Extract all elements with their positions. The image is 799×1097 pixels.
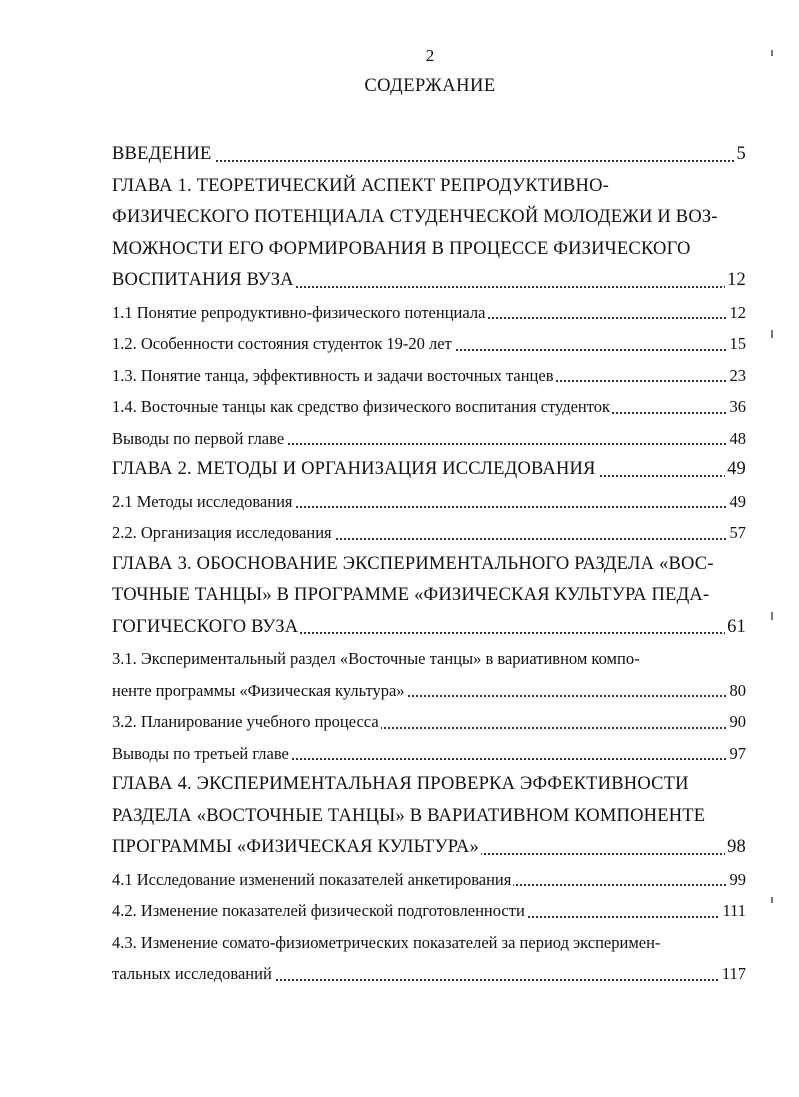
- toc-page-number: 15: [728, 328, 747, 360]
- toc-entry-text: 3.2. Планирование учебного процесса: [112, 712, 379, 731]
- toc-entry-text: ГОГИЧЕСКОГО ВУЗА: [112, 616, 299, 637]
- toc-page-number: 12: [725, 265, 746, 297]
- toc-page-number: 48: [728, 423, 747, 455]
- toc-entry: [112, 832, 746, 864]
- toc-entry-text: 4.3. Изменение сомато-физиометрических показателей за период эксперимен-: [112, 932, 661, 952]
- toc-entry: [112, 517, 746, 549]
- toc-page-number: 36: [728, 391, 747, 423]
- toc-entry-line: [112, 580, 746, 612]
- toc-page-number: 90: [728, 706, 747, 738]
- toc-entry-text: 2.1 Методы исследования: [112, 491, 293, 511]
- toc-entry: [112, 486, 746, 518]
- toc-page-number: 49: [728, 486, 747, 518]
- toc-entry-text: тальных исследований: [112, 964, 272, 983]
- toc-entry: [112, 675, 746, 707]
- toc-entry: [112, 706, 746, 738]
- scan-mark: [771, 50, 773, 56]
- scan-mark: [771, 897, 773, 903]
- scan-mark: [771, 330, 773, 338]
- toc-entry-line: [112, 171, 746, 203]
- toc-entry-text: 3.1. Экспериментальный раздел «Восточные танцы» в вариативном компо-: [112, 649, 640, 668]
- toc-entry: [112, 454, 746, 486]
- toc-page-number: 111: [720, 895, 746, 927]
- toc-entry-text: ГЛАВА 4. ЭКСПЕРИМЕНТАЛЬНАЯ ПРОВЕРКА ЭФФЕКТИВНОСТИ: [112, 774, 689, 794]
- toc-entry-line: [112, 202, 746, 234]
- toc-entry-text: 1.4. Восточные танцы как средство физического воспитания студенток: [112, 397, 610, 416]
- toc-entry-text: ГЛАВА 3. ОБОСНОВАНИЕ ЭКСПЕРИМЕНТАЛЬНОГО РАЗДЕЛА «ВОС-: [112, 553, 714, 574]
- toc-entry-text: Выводы по третьей главе: [112, 743, 289, 763]
- toc-entry: [112, 958, 746, 990]
- toc-entry-line: [112, 769, 746, 801]
- toc-entry-text: 4.2. Изменение показателей физической подготовленности: [112, 901, 525, 920]
- toc-page-number: 98: [725, 832, 746, 864]
- toc-entry-text: ПРОГРАММЫ «ФИЗИЧЕСКАЯ КУЛЬТУРА»: [112, 837, 479, 857]
- toc-entry-text: ГЛАВА 1. ТЕОРЕТИЧЕСКИЙ АСПЕКТ РЕПРОДУКТИВНО-: [112, 175, 609, 196]
- toc-page-number: 99: [728, 864, 747, 896]
- toc-page-number: 80: [728, 675, 747, 707]
- toc-entry-text: 1.1 Понятие репродуктивно-физического потенциала: [112, 302, 486, 322]
- toc-entry-text: 2.2. Организация исследования: [112, 523, 332, 542]
- toc-page-number: 49: [725, 454, 746, 486]
- toc-entry-text: Выводы по первой главе: [112, 428, 285, 448]
- page-number: 2: [425, 46, 435, 65]
- toc-page-number: 97: [728, 738, 747, 770]
- toc-entry-text: ВОСПИТАНИЯ ВУЗА: [112, 270, 294, 290]
- toc-entry: [112, 738, 746, 770]
- toc-entry: [112, 895, 746, 927]
- scan-mark: [771, 612, 773, 620]
- toc-entry-text: 4.1 Исследование изменений показателей анкетирования: [112, 869, 512, 889]
- toc-entry-text: МОЖНОСТИ ЕГО ФОРМИРОВАНИЯ В ПРОЦЕССЕ ФИЗИЧЕСКОГО: [112, 238, 691, 259]
- toc-entry-text: ТОЧНЫЕ ТАНЦЫ» В ПРОГРАММЕ «ФИЗИЧЕСКАЯ КУЛЬТУРА ПЕДА-: [112, 585, 710, 605]
- toc-entry-line: [112, 927, 746, 959]
- toc-entry: [112, 612, 746, 644]
- toc-entry: [112, 391, 746, 423]
- toc-entry-text: РАЗДЕЛА «ВОСТОЧНЫЕ ТАНЦЫ» В ВАРИАТИВНОМ КОМПОНЕНТЕ: [112, 805, 706, 826]
- toc-entry: [112, 297, 746, 329]
- toc-entry: [112, 864, 746, 896]
- toc-entry: [112, 423, 746, 455]
- toc-entry-text: ВВЕДЕНИЕ: [112, 144, 212, 164]
- toc-entry-line: [112, 234, 746, 266]
- toc-entry: [112, 360, 746, 392]
- toc-entry-line: [112, 801, 746, 833]
- toc-entry-text: 1.3. Понятие танца, эффективность и задачи восточных танцев: [112, 365, 554, 385]
- toc-page-number: 23: [728, 360, 747, 392]
- toc-entry-text: ФИЗИЧЕСКОГО ПОТЕНЦИАЛА СТУДЕНЧЕСКОЙ МОЛОДЕЖИ И ВОЗ-: [112, 207, 718, 227]
- toc-entry: [112, 328, 746, 360]
- toc-page-number: 12: [728, 297, 747, 329]
- toc-entry-text: ГЛАВА 2. МЕТОДЫ И ОРГАНИЗАЦИЯ ИССЛЕДОВАНИЯ: [112, 459, 596, 479]
- toc-entry-line: [112, 549, 746, 581]
- toc-page-number: 57: [728, 517, 747, 549]
- table-of-contents: [112, 139, 746, 990]
- page-title: СОДЕРЖАНИЕ: [364, 76, 496, 96]
- toc-entry-line: [112, 643, 746, 675]
- toc-page-number: 61: [725, 612, 746, 644]
- toc-entry-text: 1.2. Особенности состояния студенток 19-20 лет: [112, 334, 452, 353]
- toc-page-number: 117: [720, 958, 746, 990]
- toc-entry: [112, 139, 746, 171]
- toc-entry-text: ненте программы «Физическая культура»: [112, 680, 405, 700]
- toc-page-number: 5: [735, 139, 746, 171]
- toc-entry: [112, 265, 746, 297]
